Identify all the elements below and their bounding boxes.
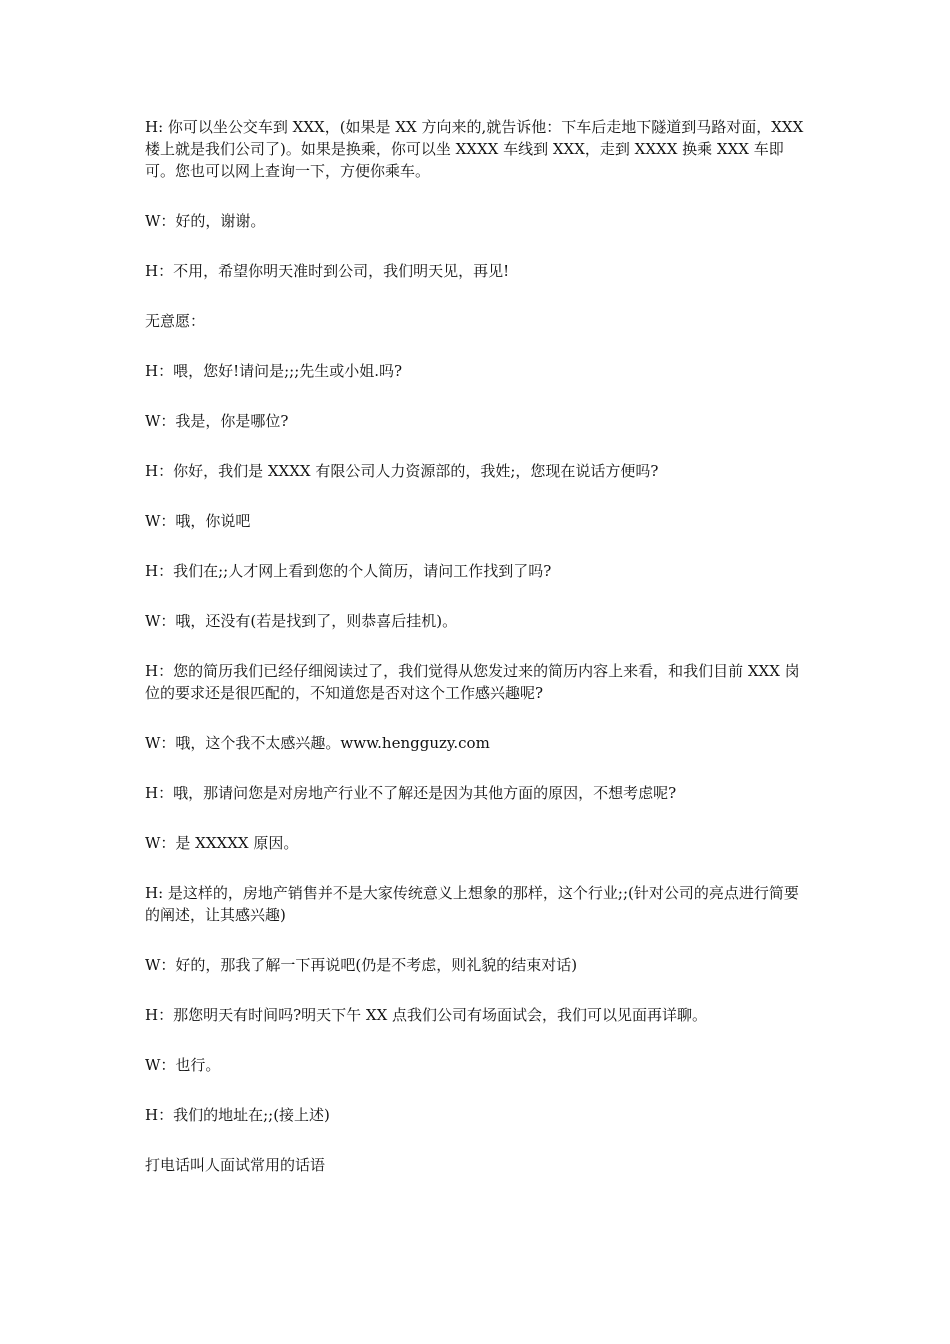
- paragraph-h-explain: H: 是这样的，房地产销售并不是大家传统意义上想象的那样，这个行业;;(针对公司的亮点进行简要的阐述，让其感兴趣): [145, 884, 799, 924]
- paragraph-h-intro: H：你好，我们是 XXXX 有限公司人力资源部的，我姓;，您现在说话方便吗?: [145, 462, 659, 480]
- paragraph-h-match: H：您的简历我们已经仔细阅读过了，我们觉得从您发过来的简历内容上来看，和我们目前 XXX 岗位的要求还是很匹配的，不知道您是否对这个工作感兴趣呢?: [145, 662, 800, 702]
- paragraph-w-who: W：我是，你是哪位?: [145, 412, 289, 430]
- paragraph-w-not-interested: W：哦，这个我不太感兴趣。www.hengguzy.com: [145, 734, 490, 752]
- paragraph-h-see-you: H：不用，希望你明天准时到公司，我们明天见，再见!: [145, 262, 510, 280]
- paragraph-w-not-yet: W：哦，还没有(若是找到了，则恭喜后挂机)。: [145, 612, 458, 630]
- paragraph-w-thanks: W：好的，谢谢。: [145, 212, 266, 230]
- paragraph-h-address: H：我们的地址在;;(接上述): [145, 1106, 330, 1124]
- paragraph-h-reason: H：哦，那请问您是对房地产行业不了解还是因为其他方面的原因，不想考虑呢?: [145, 784, 677, 802]
- paragraph-h-resume: H：我们在;;人才网上看到您的个人简历，请问工作找到了吗?: [145, 562, 552, 580]
- section-heading-phone-phrases: 打电话叫人面试常用的话语: [145, 1156, 326, 1174]
- section-heading-no-intention: 无意愿：: [145, 312, 206, 330]
- paragraph-h-interview: H：那您明天有时间吗?明天下午 XX 点我们公司有场面试会，我们可以见面再详聊。: [145, 1006, 708, 1024]
- document-body: [145, 116, 813, 1204]
- paragraph-w-later: W：好的，那我了解一下再说吧(仍是不考虑，则礼貌的结束对话): [145, 956, 578, 974]
- paragraph-w-ok: W：也行。: [145, 1056, 221, 1074]
- paragraph-w-reason: W：是 XXXXX 原因。: [145, 834, 299, 852]
- paragraph-w-go-ahead: W：哦，你说吧: [145, 512, 251, 530]
- paragraph-bus-directions: H: 你可以坐公交车到 XXX，(如果是 XX 方向来的,就告诉他：下车后走地下隧道到马路对面，XXX 楼上就是我们公司了)。如果是换乘，你可以坐 XXXX 车线到 XXX，走到 XXXX 换乘 XXX 车即可。您也可以网上查询一下，方便你乘车。: [145, 118, 804, 180]
- paragraph-h-greeting: H：喂，您好!请问是;;;先生或小姐.吗?: [145, 362, 403, 380]
